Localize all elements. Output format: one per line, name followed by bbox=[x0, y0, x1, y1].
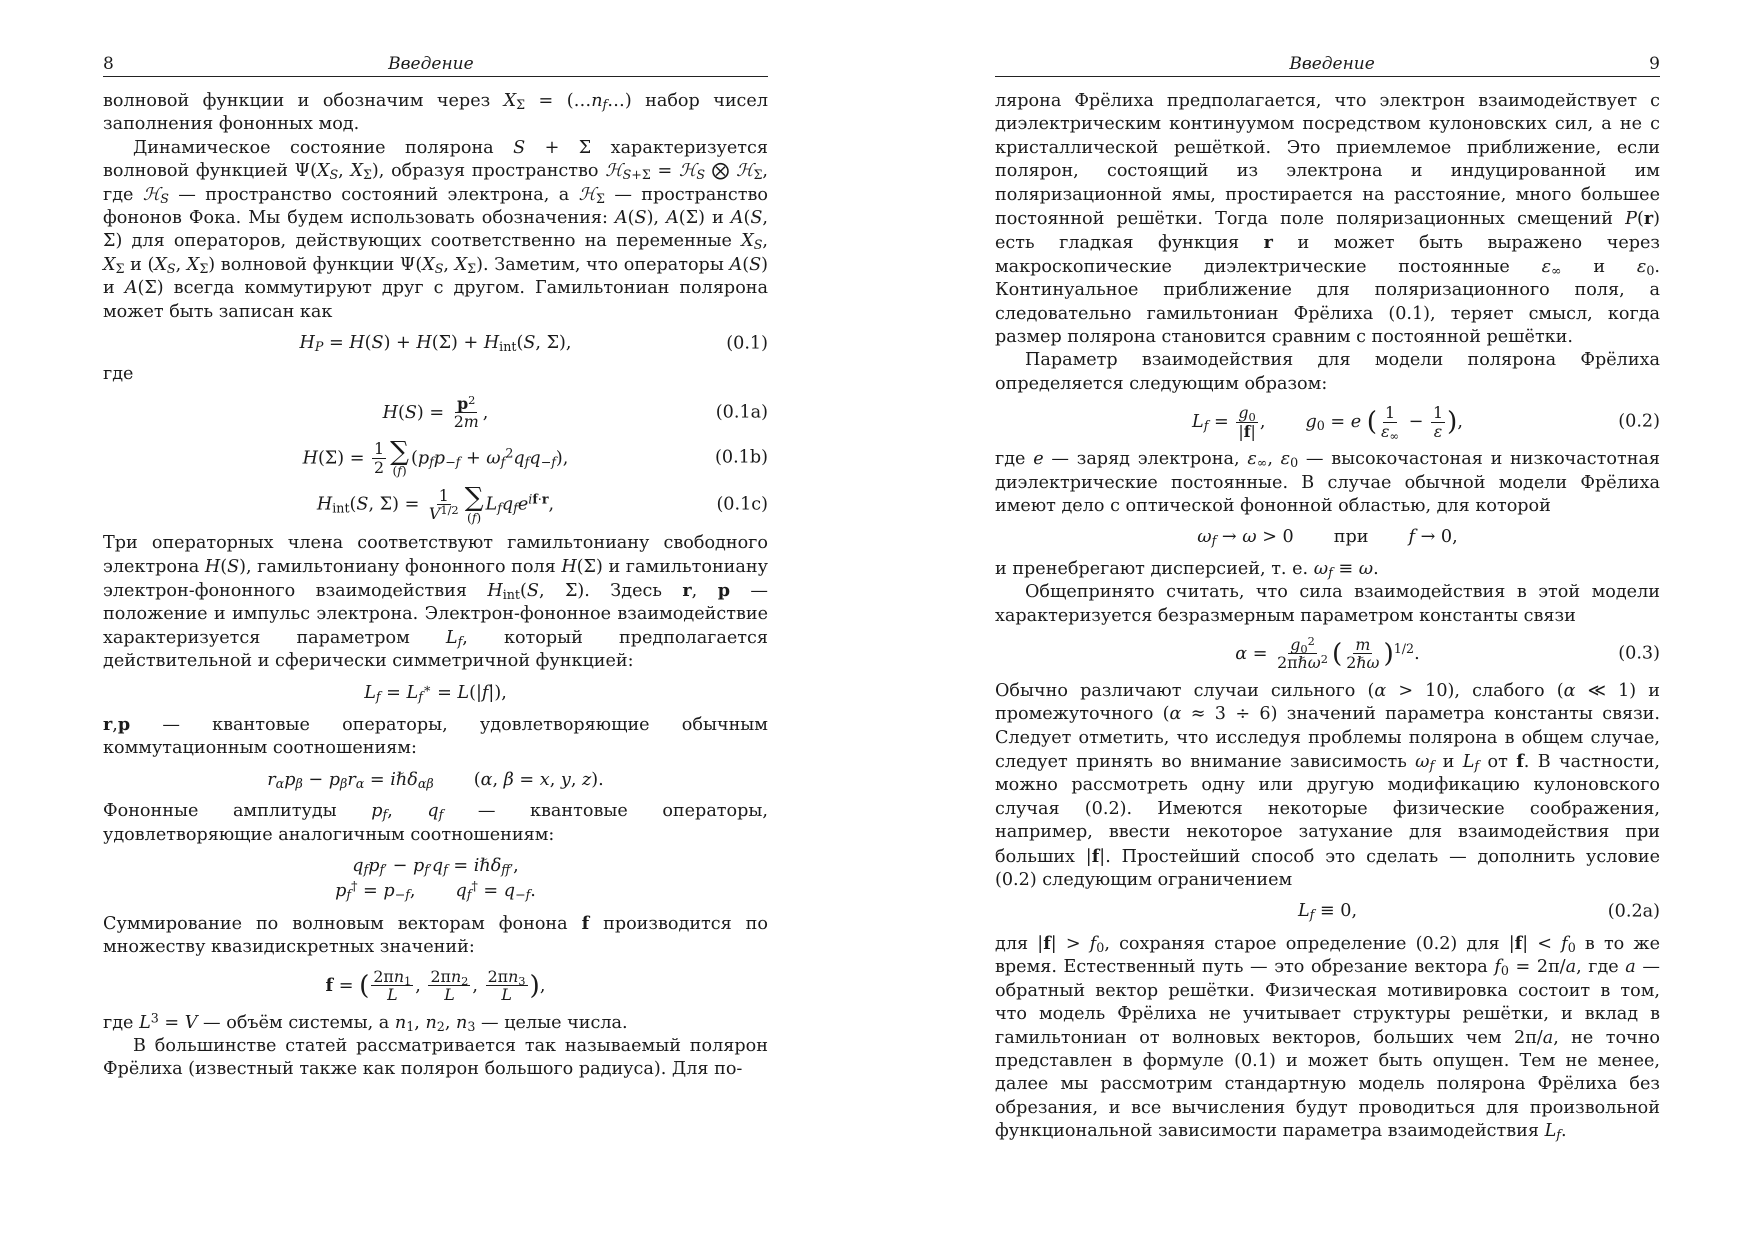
running-title: Введение bbox=[1289, 54, 1375, 74]
equation: $p_f^\dagger = p_{-f}$, $q_f^\dagger = q_{-f}$. bbox=[335, 878, 536, 903]
left-page-body bbox=[103, 90, 768, 1082]
equation-number: (0.2) bbox=[1618, 411, 1660, 432]
paragraph: В большинстве статей рассматривается так называемый полярон Фрёлиха (известный также как полярон большого радиуса). Для по- bbox=[103, 1035, 768, 1080]
equation: H(S) = $\frac{p^2}{2m}$ , (0.1a) bbox=[382, 392, 768, 432]
paragraph: где bbox=[103, 364, 134, 385]
equation: α = $\frac{g_0^2}{2\pi\hbar\omega^2}$ ( $\frac{m}{\text{2ℏω}}$ )$^{1/2}$. (0.3) bbox=[1235, 633, 1660, 673]
paragraph: Суммирование по волновым векторам фонона f производится по множеству квазидискретных значений: bbox=[103, 912, 768, 958]
equation: $\omega_f \to \omega > 0$ при f → 0, bbox=[1197, 527, 1458, 549]
paragraph: и пренебрегают дисперсией, т. е. $\omega_f \equiv \omega$. bbox=[995, 558, 1379, 580]
equation-number: (0.1b) bbox=[715, 447, 768, 468]
equation: $H_P = H(S) + H(\Sigma) + H_{int}(S$, Σ), (0.1) bbox=[299, 333, 768, 355]
equation-number: (0.2a) bbox=[1607, 901, 1660, 922]
page-number: 9 bbox=[1649, 54, 1660, 74]
equation: $L_f = L_f^∗ = L(|f|)$, bbox=[364, 679, 507, 704]
equation-number: (0.1c) bbox=[716, 494, 768, 515]
right-page-header bbox=[995, 52, 1660, 77]
equation-number: (0.1a) bbox=[715, 402, 768, 423]
equation: H(Σ) = $\frac{1}{2}$ ∑ (f) $(p_fp_{-f} + \omega_f^2q_fq_{-f})$, (0.1b) bbox=[302, 435, 768, 479]
equation: f = ( $\frac{2\pi n_1}{L}$ , $\frac{2\pi n_2}{L}$ , $\frac{2\pi n_3}{L}$ ), bbox=[325, 966, 546, 1005]
paragraph: где $L^3 = V$ — объём системы, а $n_1$, $n_2$, $n_3$ — целые числа. bbox=[103, 1009, 628, 1034]
equation: $L_f$ = $\frac{g_0}{|f|}$ , $g_0 = e$ ( $\frac{1}{\varepsilon_\infty}$ − $\frac{1}{\varepsilon}$ ), (0.2) bbox=[1192, 403, 1660, 443]
paragraph: r,p — квантовые операторы, удовлетворяющие обычным коммутационным соотношениям: bbox=[103, 714, 768, 759]
equation: $q_fp_{f'} - p_{f'}q_f$ = iℏδ$_{ff'}$, bbox=[352, 856, 519, 878]
paragraph: Общепринято считать, что сила взаимодействия в этой модели характеризуется безразмерным параметром константы связи bbox=[995, 582, 1660, 626]
equation: $H_{int}(S$, Σ) = $\frac{1}{V^{1/2}}$ ∑ (f) $L_fq_fe^{if\cdot r}$, (0.1c) bbox=[316, 482, 768, 525]
equation-number: (0.3) bbox=[1618, 643, 1660, 664]
paragraph: лярона Фрёлиха предполагается, что электрон взаимодействует с диэлектрическим континуумом посредством кулоновских сил, а не с кристаллической решёткой. Это приемлемое приближение, если полярон, состоящий из электрона и индуцированной им поляризационной ямы, простирается на расстояние, много большее постоянной решётки. Тогда поле поляризационных смещений P(r) есть гладкая функция r и может быть выражено через макроскопические диэлектрические постоянные $\varepsilon_\infty$ и $\varepsilon_0$. Континуальное приближение для поляризационного поля, а следовательно гамильтониан Фрёлиха (0.1), теряет смысл, когда размер полярона становится сравним с постоянной решётки. bbox=[995, 91, 1661, 348]
paragraph: для $|f| > f_0$, сохраняя старое определение (0.2) для $|f| < f_0$ в то же время. Естественный путь — это обрезание вектора $f_0 = 2\pi/a$, где a — обратный вектор решётки. Физическая мотивировка состоит в том, что модель Фрёлиха не учитывает структуры решётки, и вклад в гамильтониан от волновых векторов, больших чем 2π/a, не точно представлен в формуле (0.1) и может быть опущен. Тем не менее, далее мы рассмотрим стандартную модель полярона Фрёлиха без обрезания, и все вычисления будут проводиться для произвольной функциональной зависимости параметра взаимодействия $L_f$. bbox=[995, 932, 1661, 1143]
equation-number: (0.1) bbox=[726, 333, 768, 354]
running-title: Введение bbox=[388, 54, 474, 74]
right-page-body bbox=[995, 90, 1660, 1144]
right-page bbox=[995, 52, 1660, 1144]
left-page bbox=[103, 52, 768, 1082]
equation: $L_f \equiv 0$, (0.2a) bbox=[1297, 901, 1660, 923]
paragraph: Фононные амплитуды $p_f$, $q_f$ — квантовые операторы, удовлетворяющие аналогичным соотношениям: bbox=[103, 801, 768, 845]
left-page-header bbox=[103, 52, 768, 77]
paragraph: Параметр взаимодействия для модели полярона Фрёлиха определяется следующим образом: bbox=[995, 350, 1660, 394]
equation: $r_\alpha p_\beta - p_\beta r_\alpha$ = iℏδ$_{\alpha\beta}$ (α, β = x, y, z). bbox=[267, 769, 604, 791]
page-number: 8 bbox=[103, 54, 114, 74]
paragraph: Обычно различают случаи сильного (α > 10), слабого (α ≪ 1) и промежуточного (α ≈ 3 ÷ 6) значений параметра константы связи. Следует отметить, что исследуя проблемы полярона в общем случае, следует принять во внимание зависимость $\omega_f$ и $L_f$ от f. В частности, можно рассмотреть одну или другую модификацию кулоновского случая (0.2). Имеются некоторые физические соображения, например, ввести некоторое затухание для взаимодействия при больших |f|. Простейший способ это сделать — дополнить условие (0.2) следующим ограничением bbox=[995, 680, 1660, 891]
paragraph: волновой функции и обозначим через $X_\Sigma$ = $(\dots n_f\dots)$ набор чисел заполнения фононных мод. bbox=[103, 91, 769, 135]
paragraph: Динамическое состояние полярона S + Σ характеризуется волновой функцией $\Psi(X_S$, $X_\Sigma$), образуя пространство ℋ$_{S+\Sigma}$ = ℋ$_S$ ⨂ ℋ$_\Sigma$, где ℋ$_S$ — пространство состояний электрона, а ℋ$_\Sigma$ — пространство фононов Фока. Мы будем использовать обозначения: A(S), A(Σ) и A(S, Σ) для операторов, действующих соответственно на переменные $X_S$, $X_\Sigma$ и ($X_S$, $X_\Sigma$) волновой функции $\Psi(X_S$, $X_\Sigma$). Заметим, что операторы A(S) и A(Σ) всегда коммутируют друг с другом. Гамильтониан полярона может быть записан как bbox=[103, 137, 769, 322]
paragraph: Три операторных члена соответствуют гамильтониану свободного электрона H(S), гамильтониану фононного поля H(Σ) и гамильтониану электрон-фононного взаимодействия $H_{int}(S$, Σ). Здесь r, p — положение и импульс электрона. Электрон-фононное взаимодействие характеризуется параметром $L_f$, который предполагается действительной и сферически симметричной функцией: bbox=[103, 533, 769, 672]
paragraph: где e — заряд электрона, $\varepsilon_\infty$, $\varepsilon_0$ — высокочастоная и низкочастотная диэлектрические постоянные. В случае обычной модели Фрёлиха имеют дело с оптической фононной областью, для которой bbox=[995, 449, 1661, 516]
